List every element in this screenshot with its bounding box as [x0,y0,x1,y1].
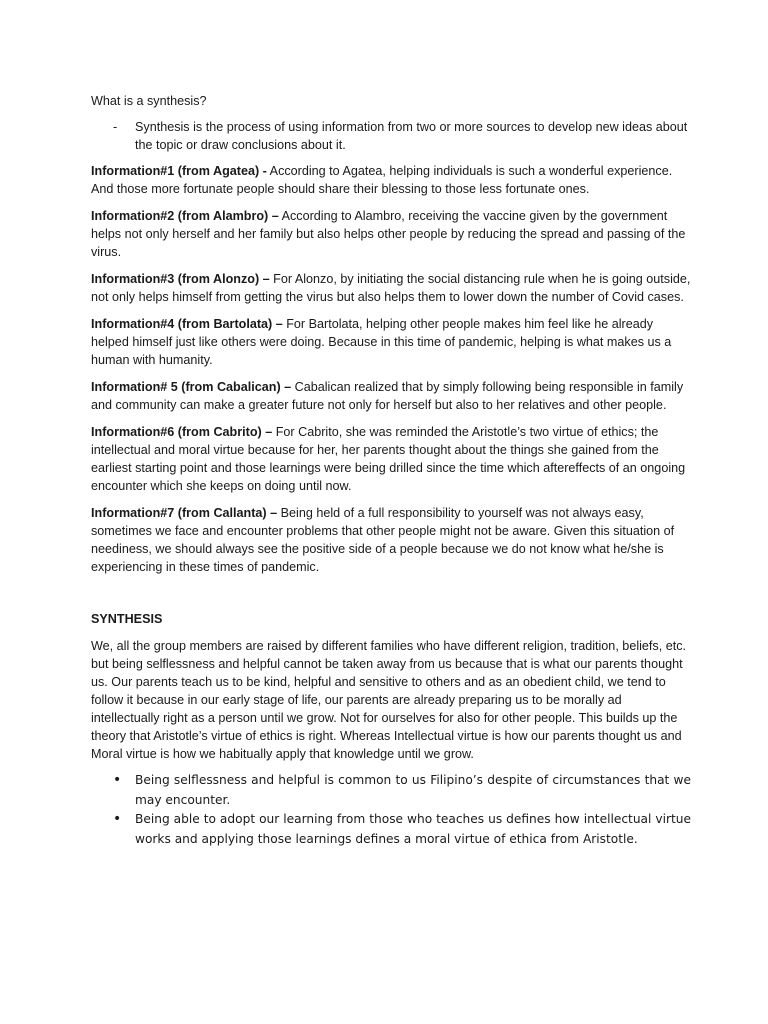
information-lead: Information#4 (from Bartolata) – [91,317,283,331]
information-lead: Information#6 (from Cabrito) – [91,425,273,439]
information-text: For Alonzo, by initiating the social distancing rule when he is going outside, not only helps himself from getting the virus but also helps them to lower down the number of Covid cases. [91,272,691,304]
information-text: Cabalican realized that by simply following being responsible in family and community can make a greater future not only for herself but also to her relatives and other people. [91,380,684,412]
information-text: For Bartolata, helping other people makes him feel like he already helped himself just like others were doing. Because in this time of pandemic, helping is what makes us a human with humanity. [91,317,672,367]
bullet-marker: • [113,772,122,788]
information-paragraph-2 [91,207,691,261]
information-paragraph-7 [91,504,691,576]
document-page [91,92,691,849]
synthesis-body: We, all the group members are raised by different families who have different religion, tradition, beliefs, etc. but being selflessness and helpful cannot be taken away from us because that is what our parents thought us. Our parents teach us to be kind, helpful and sensitive to others and as an obedient child, we tend to follow it because in our early stage of life, our parents are already preparing us to be morally ad intellectually right as a person until we grow. Not for ourselves for also for other people. This builds up the theory that Aristotle’s virtue of ethics is right. Whereas Intellectual virtue is how our parents thought us and Moral virtue is how we habitually apply that knowledge until we grow. [91,639,687,761]
information-paragraph-1 [91,162,691,198]
information-text: According to Agatea, helping individuals is such a wonderful experience. And those more fortunate people should share their blessing to those less fortunate ones. [91,164,673,196]
information-paragraph-6 [91,423,691,495]
synthesis-bullet-list [91,771,691,849]
information-text: According to Alambro, receiving the vaccine given by the government helps not only herself and her family but also helps other people by reducing the spread and passing of the virus. [91,209,686,259]
information-lead: Information#2 (from Alambro) – [91,209,279,223]
definition-item [91,118,691,154]
information-lead: Information#3 (from Alonzo) – [91,272,270,286]
bullet-marker: • [113,811,122,827]
information-lead: Information#7 (from Callanta) – [91,506,278,520]
bullet-text: Being able to adopt our learning from those who teaches us defines how intellectual virtue works and applying those learnings defines a moral virtue of ethica from Aristotle. [135,812,691,846]
information-text: For Cabrito, she was reminded the Aristotle’s two virtue of ethics; the intellectual and moral virtue because for her, her parents thought about the things she gained from the earliest starting point and those learnings were being drilled since the time which aftereffects of an ongoing encounter which she keeps on doing until now. [91,425,686,493]
information-lead: Information# 5 (from Cabalican) – [91,380,292,394]
list-item [91,810,691,849]
dash-marker: - [113,120,118,134]
definition-text: Synthesis is the process of using information from two or more sources to develop new ideas about the topic or draw conclusions about it. [135,120,688,152]
information-paragraph-4 [91,315,691,369]
information-lead: Information#1 (from Agatea) - [91,164,267,178]
question-line: What is a synthesis? [91,94,207,108]
bullet-text: Being selflessness and helpful is common to us Filipino’s despite of circumstances that we may encounter. [135,773,691,807]
information-text: Being held of a full responsibility to yourself was not always easy, sometimes we face and encounter problems that other people might not be aware. Given this situation of neediness, we should always see the positive side of a people because we do not know what he/she is experiencing in these times of pandemic. [91,506,675,574]
synthesis-heading: SYNTHESIS [91,612,163,626]
information-paragraph-5 [91,378,691,414]
information-paragraph-3 [91,270,691,306]
list-item [91,771,691,810]
